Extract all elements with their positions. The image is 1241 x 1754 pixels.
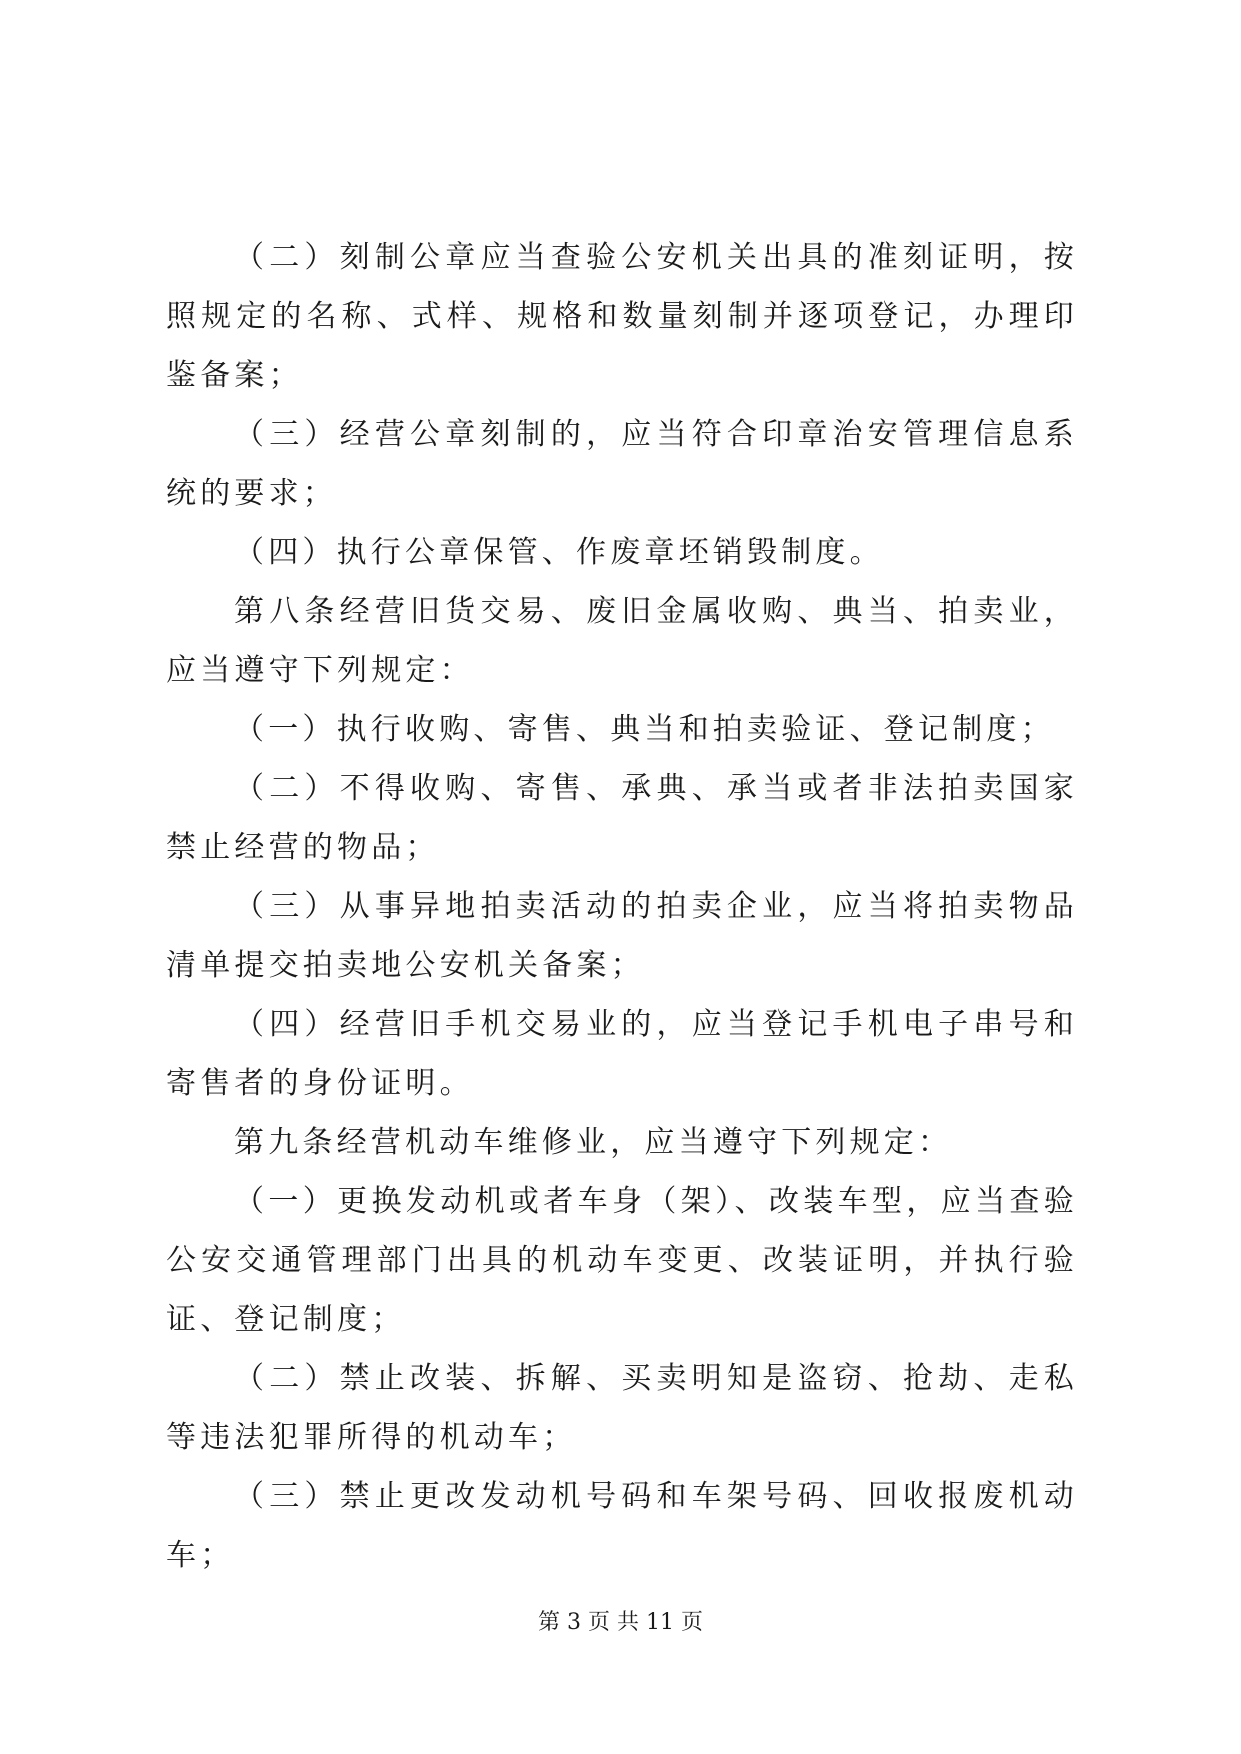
page-number-footer: 第 3 页 共 11 页 [538, 1610, 703, 1635]
paragraph: （二）不得收购、寄售、承典、承当或者非法拍卖国家禁止经营的物品； [166, 771, 1078, 865]
paragraph: 第九条经营机动车维修业，应当遵守下列规定： [234, 1125, 953, 1160]
paragraph: （二）禁止改装、拆解、买卖明知是盗窃、抢劫、走私等违法犯罪所得的机动车； [166, 1361, 1078, 1455]
paragraph: （三）经营公章刻制的，应当符合印章治安管理信息系统的要求； [166, 417, 1078, 511]
paragraph: （四）执行公章保管、作废章坯销毁制度。 [234, 535, 884, 570]
paragraph: （一）更换发动机或者车身（架）、改装车型，应当查验公安交通管理部门出具的机动车变更、改装证明，并执行验证、登记制度； [166, 1184, 1078, 1337]
paragraph: （二）刻制公章应当查验公安机关出具的准刻证明，按照规定的名称、式样、规格和数量刻制并逐项登记，办理印鉴备案； [166, 240, 1078, 393]
document-body [166, 228, 1078, 1585]
paragraph: （一）执行收购、寄售、典当和拍卖验证、登记制度； [234, 712, 1055, 747]
paragraph: 第八条经营旧货交易、废旧金属收购、典当、拍卖业，应当遵守下列规定： [166, 594, 1078, 688]
paragraph: （四）经营旧手机交易业的，应当登记手机电子串号和寄售者的身份证明。 [166, 1007, 1078, 1101]
paragraph: （三）禁止更改发动机号码和车架号码、回收报废机动车； [166, 1479, 1078, 1573]
paragraph: （三）从事异地拍卖活动的拍卖企业，应当将拍卖物品清单提交拍卖地公安机关备案； [166, 889, 1078, 983]
